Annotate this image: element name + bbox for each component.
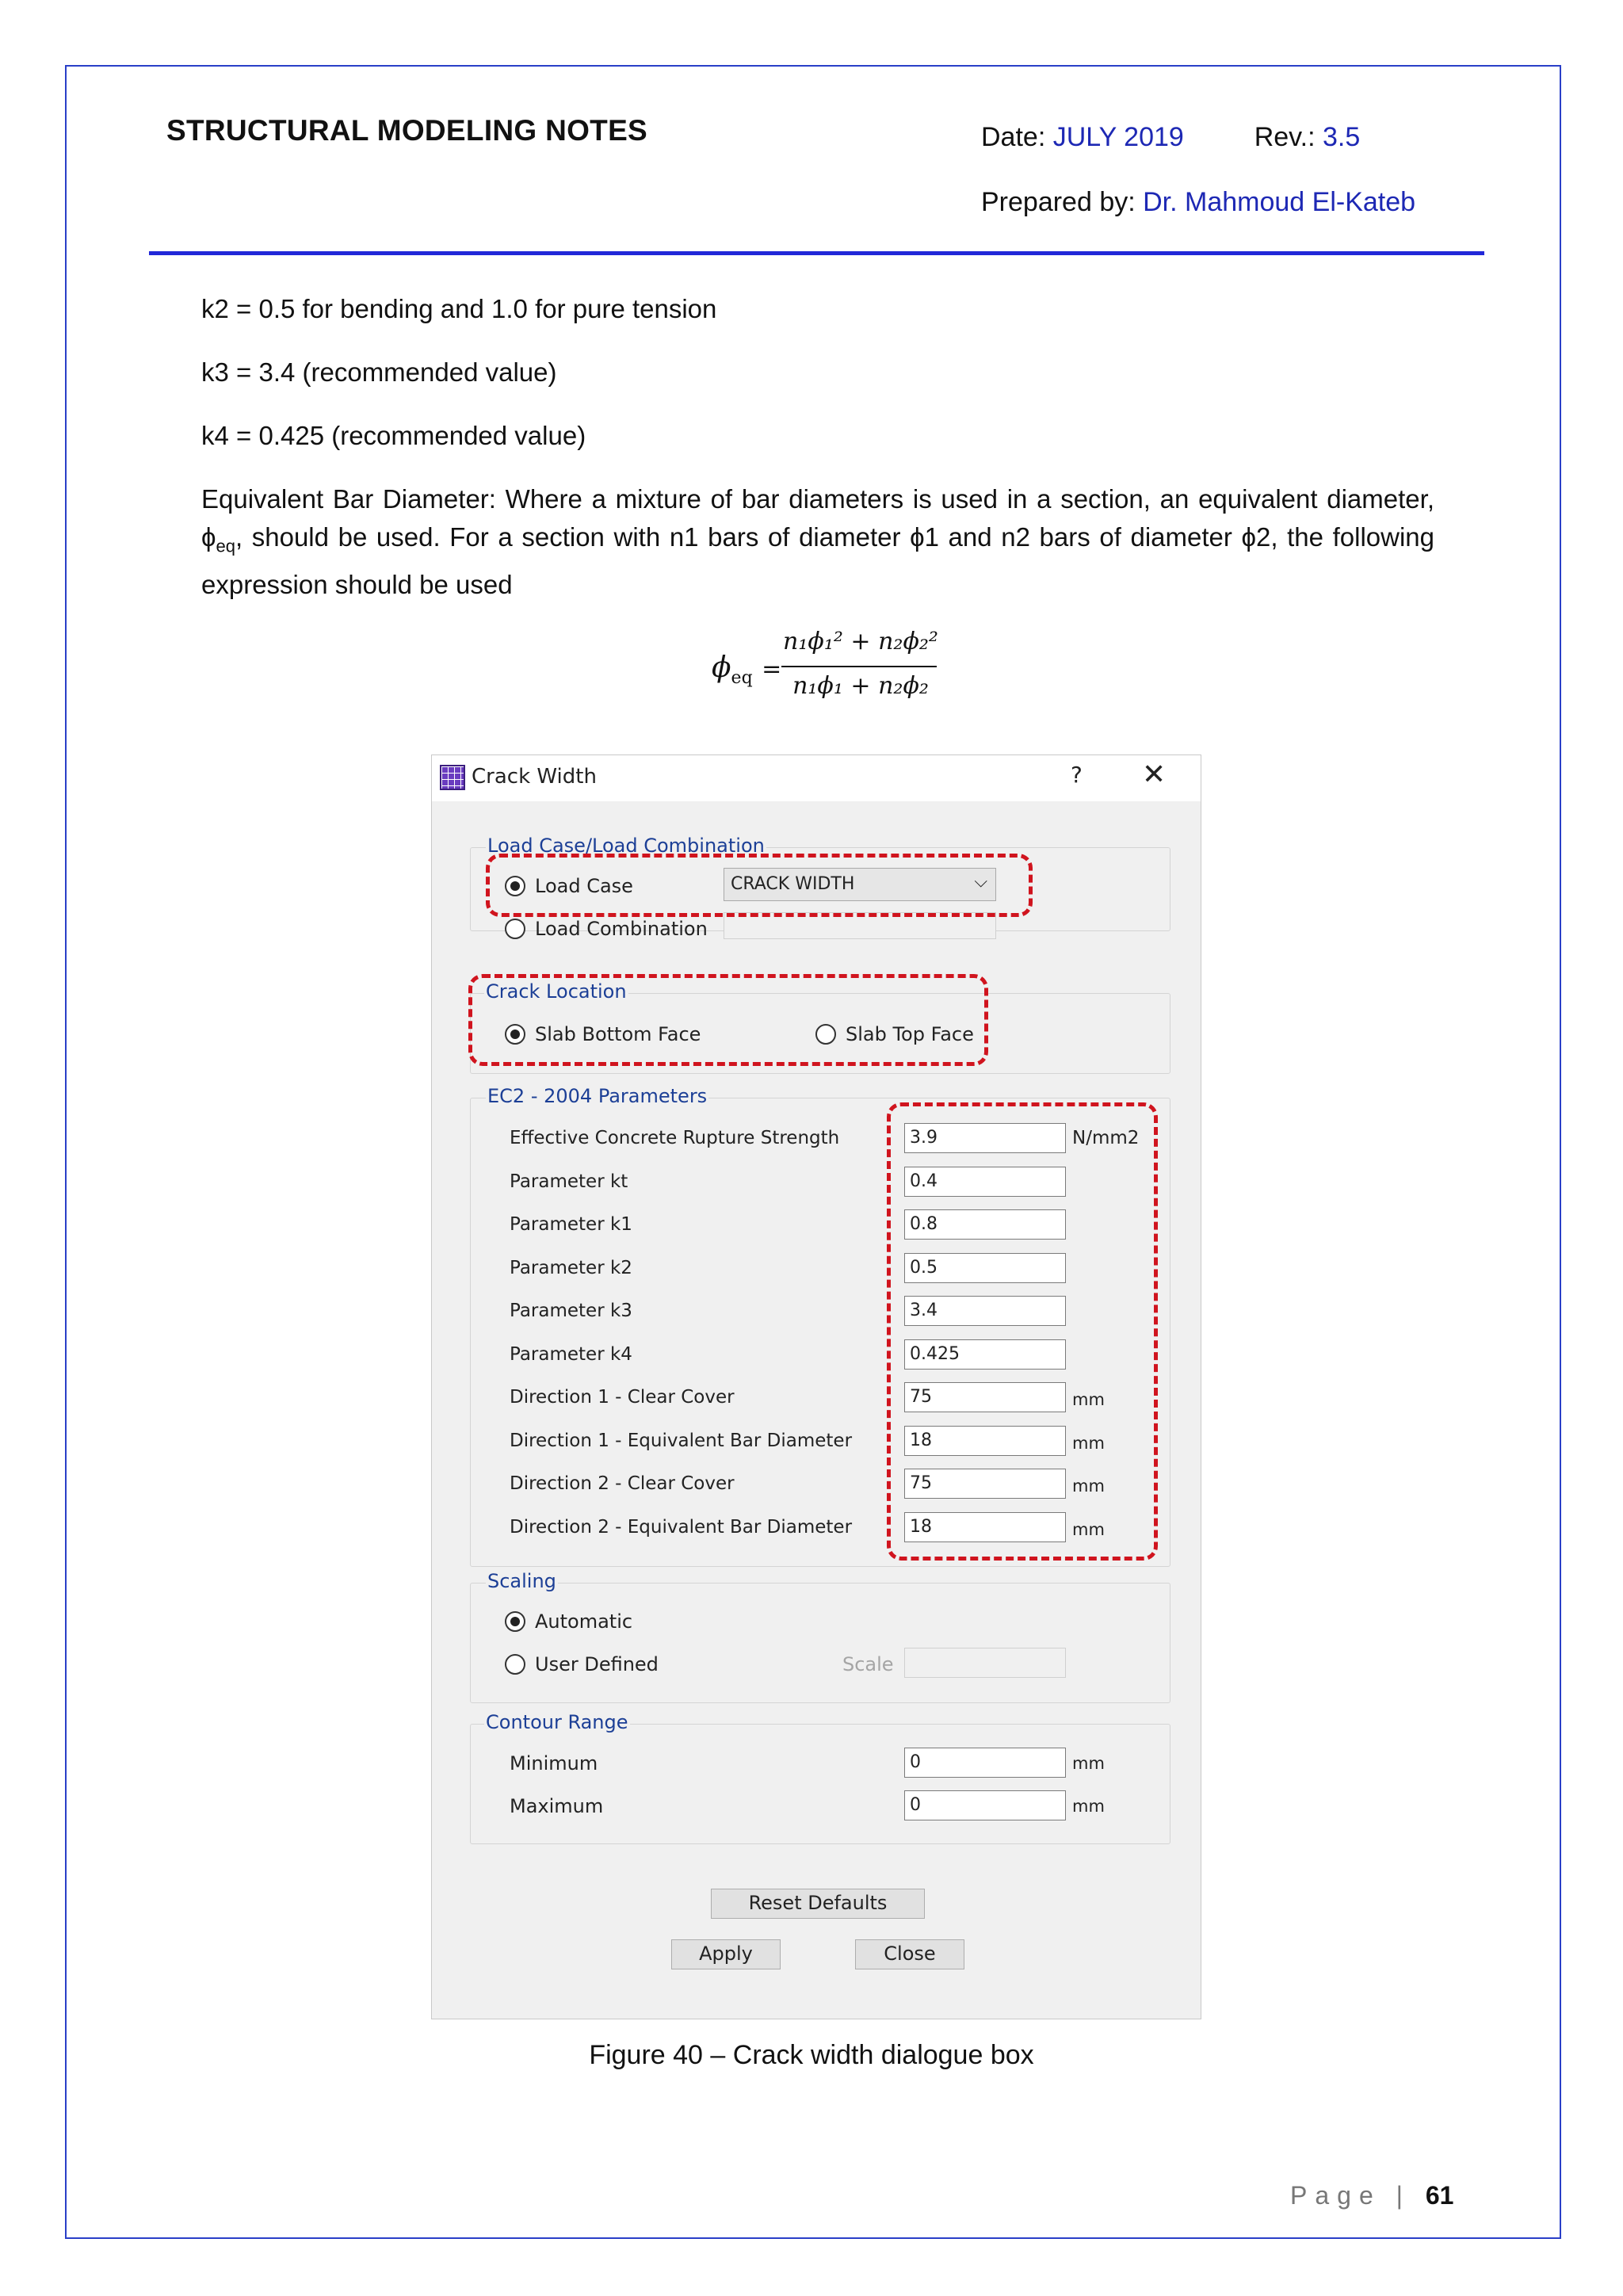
formula-lhs: ϕ xyxy=(712,651,731,684)
para-text-4: 2, the following expression should be used xyxy=(201,522,1434,599)
para-text-1: Equivalent Bar Diameter: Where a mixture of bar diameters is used in a section, an equivalent diameter, xyxy=(201,484,1434,514)
fraction-bar xyxy=(781,666,937,667)
help-button[interactable]: ? xyxy=(1071,762,1083,788)
parameter-label: Direction 1 - Clear Cover xyxy=(510,1387,735,1408)
dialog-titlebar[interactable] xyxy=(432,755,1201,801)
parameter-label: Parameter k4 xyxy=(510,1344,632,1365)
rev-value: 3.5 xyxy=(1323,122,1361,152)
dialog-title: Crack Width xyxy=(472,765,597,789)
k2-line: k2 = 0.5 for bending and 1.0 for pure tension xyxy=(201,294,717,323)
parameter-label: Direction 2 - Clear Cover xyxy=(510,1473,735,1494)
parameter-unit: mm xyxy=(1072,1520,1105,1539)
load-case-label: Load Case xyxy=(535,875,633,897)
parameter-label: Effective Concrete Rupture Strength xyxy=(510,1128,840,1148)
formula-numerator: n₁ϕ₁² + n₂ϕ₂² xyxy=(783,628,938,655)
load-case-select-value: CRACK WIDTH xyxy=(731,874,855,894)
parameter-input[interactable]: 18 xyxy=(904,1512,1066,1542)
reset-defaults-button[interactable]: Reset Defaults xyxy=(711,1889,925,1919)
date-value: JULY 2019 xyxy=(1052,122,1184,152)
crack-location-highlight xyxy=(468,974,988,1066)
automatic-label: Automatic xyxy=(535,1610,633,1633)
phi-symbol: ϕ xyxy=(201,522,216,552)
phi-symbol: ϕ xyxy=(1241,522,1256,552)
close-icon[interactable]: ✕ xyxy=(1142,758,1167,791)
automatic-radio[interactable] xyxy=(505,1611,525,1632)
date-rev-line xyxy=(981,122,1360,153)
ec2-parameters-group-label: EC2 - 2004 Parameters xyxy=(487,1085,708,1107)
app-grid-icon xyxy=(440,765,465,790)
header-rule xyxy=(149,251,1484,255)
parameter-label: Parameter k2 xyxy=(510,1258,632,1278)
scaling-group xyxy=(470,1583,1170,1703)
crack-location-group-label: Crack Location xyxy=(486,980,627,1003)
rev-label: Rev.: xyxy=(1254,122,1316,152)
parameter-label: Parameter k3 xyxy=(510,1301,632,1321)
parameter-input[interactable]: 75 xyxy=(904,1382,1066,1412)
load-combination-radio[interactable] xyxy=(505,919,525,939)
scale-input[interactable] xyxy=(904,1648,1066,1678)
parameter-input[interactable]: 3.4 xyxy=(904,1296,1066,1326)
equivalent-bar-paragraph xyxy=(201,480,1434,604)
maximum-input[interactable]: 0 xyxy=(904,1790,1066,1820)
k3-line: k3 = 3.4 (recommended value) xyxy=(201,357,557,387)
parameters-highlight xyxy=(887,1102,1158,1561)
contour-range-group-label: Contour Range xyxy=(486,1711,628,1733)
maximum-label: Maximum xyxy=(510,1795,604,1817)
prepared-by-line xyxy=(981,187,1415,218)
parameter-unit: mm xyxy=(1072,1477,1105,1496)
contour-range-group xyxy=(470,1724,1170,1844)
page-footer: Page | 61 xyxy=(1290,2181,1454,2210)
parameter-input[interactable]: 3.9 xyxy=(904,1123,1066,1153)
phi-symbol: ϕ xyxy=(910,522,925,552)
page-label: Page xyxy=(1290,2181,1381,2210)
minimum-unit: mm xyxy=(1072,1754,1105,1773)
user-defined-radio[interactable] xyxy=(505,1654,525,1675)
parameter-input[interactable]: 0.4 xyxy=(904,1167,1066,1197)
document-title: STRUCTURAL MODELING NOTES xyxy=(166,114,648,147)
parameter-label: Direction 2 - Equivalent Bar Diameter xyxy=(510,1517,853,1538)
parameter-input[interactable]: 0.5 xyxy=(904,1253,1066,1283)
slab-top-face-label: Slab Top Face xyxy=(846,1023,974,1045)
page-number: 61 xyxy=(1425,2181,1454,2210)
load-case-highlight xyxy=(486,854,1033,917)
user-defined-label: User Defined xyxy=(535,1653,659,1675)
slab-bottom-face-label: Slab Bottom Face xyxy=(535,1023,701,1045)
prepared-value: Dr. Mahmoud El-Kateb xyxy=(1143,187,1416,217)
load-combination-label: Load Combination xyxy=(535,918,708,940)
scaling-group-label: Scaling xyxy=(487,1570,556,1592)
parameter-unit: mm xyxy=(1072,1434,1105,1453)
minimum-input[interactable]: 0 xyxy=(904,1748,1066,1778)
close-button[interactable]: Close xyxy=(855,1939,964,1969)
load-case-group-label: Load Case/Load Combination xyxy=(487,835,765,857)
date-label: Date: xyxy=(981,122,1046,152)
parameter-label: Direction 1 - Equivalent Bar Diameter xyxy=(510,1431,853,1451)
apply-button[interactable]: Apply xyxy=(671,1939,781,1969)
phi-subscript: eq xyxy=(216,536,235,556)
parameter-label: Parameter k1 xyxy=(510,1214,632,1235)
parameter-label: Parameter kt xyxy=(510,1171,628,1192)
para-text-3: 1 and n2 bars of diameter xyxy=(924,522,1242,552)
maximum-unit: mm xyxy=(1072,1797,1105,1816)
prepared-label: Prepared by: xyxy=(981,187,1136,217)
formula-lhs-sub: eq xyxy=(731,668,753,689)
k4-line: k4 = 0.425 (recommended value) xyxy=(201,421,586,450)
scale-label: Scale xyxy=(842,1653,894,1675)
chevron-down-icon: ⌵ xyxy=(974,872,987,892)
parameter-unit: N/mm2 xyxy=(1072,1128,1140,1148)
minimum-label: Minimum xyxy=(510,1752,598,1775)
parameter-input[interactable]: 18 xyxy=(904,1426,1066,1456)
parameter-input[interactable]: 75 xyxy=(904,1469,1066,1499)
parameter-unit: mm xyxy=(1072,1390,1105,1409)
parameter-input[interactable]: 0.425 xyxy=(904,1339,1066,1370)
formula-denominator: n₁ϕ₁ + n₂ϕ₂ xyxy=(792,672,929,700)
parameter-input[interactable]: 0.8 xyxy=(904,1209,1066,1240)
figure-caption: Figure 40 – Crack width dialogue box xyxy=(589,2040,1034,2070)
para-text-2: , should be used. For a section with n1 bars of diameter xyxy=(235,522,911,552)
equivalent-diameter-formula: $\phi_{eq}$ = n₁ϕ₁² + n₂ϕ₂² n₁ϕ₁ + n₂ϕ₂ xyxy=(712,628,934,716)
crack-width-dialog xyxy=(431,755,1201,2019)
